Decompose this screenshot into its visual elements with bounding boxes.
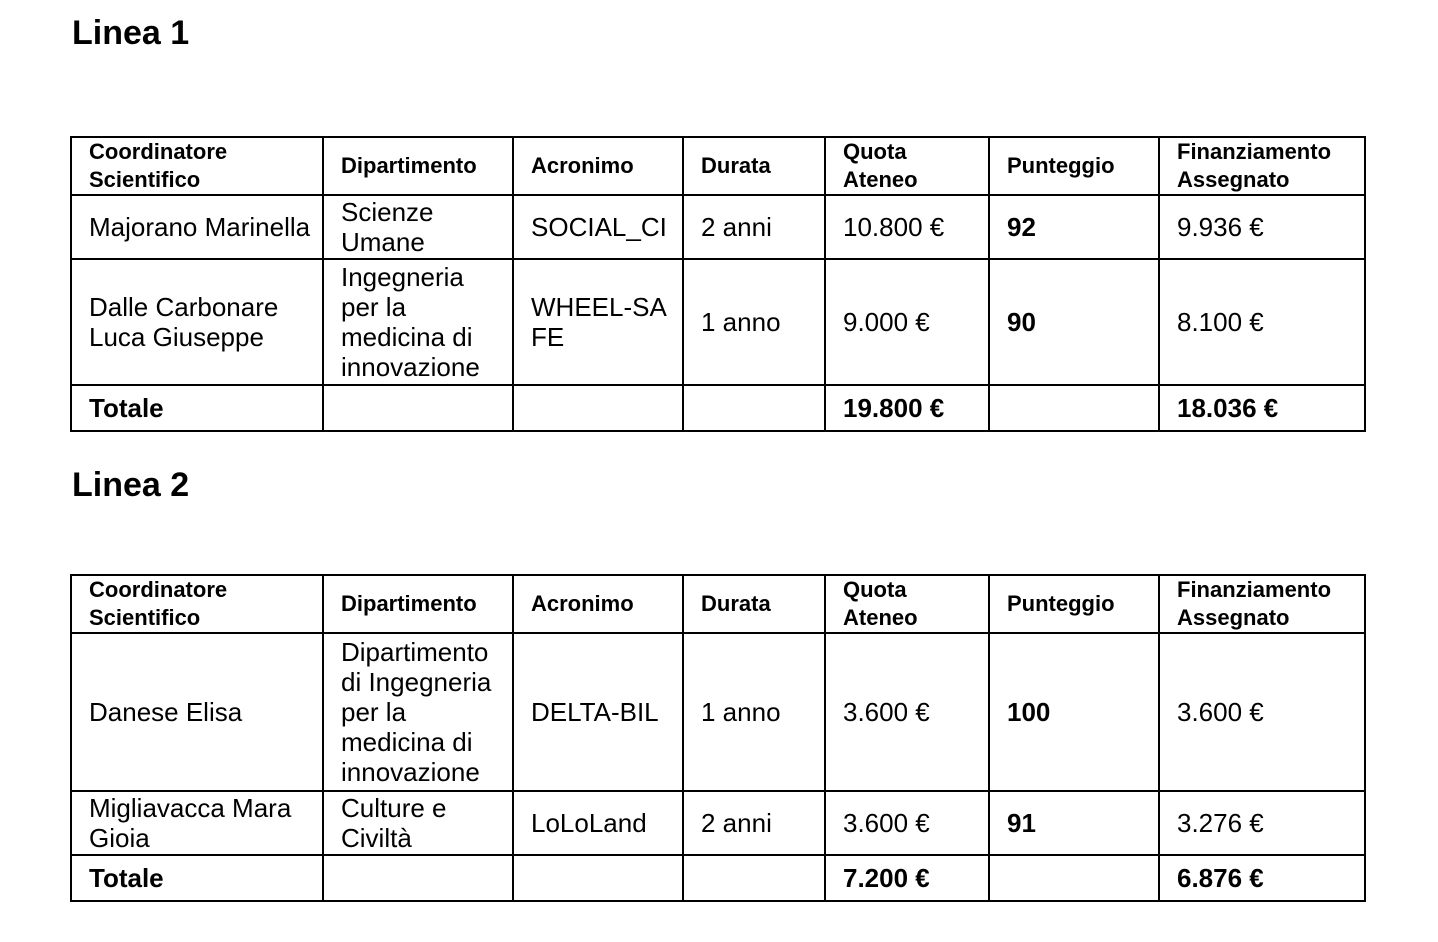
cell-dipartimento: Dipartimento di Ingegneria per la medicina di innovazione bbox=[323, 633, 513, 791]
header-acronimo: Acronimo bbox=[513, 137, 683, 195]
cell-quota: 3.600 € bbox=[825, 633, 989, 791]
cell-durata: 1 anno bbox=[683, 259, 825, 385]
empty-cell bbox=[323, 385, 513, 431]
cell-acronimo: WHEEL-SAFE bbox=[513, 259, 683, 385]
total-finanziamento: 6.876 € bbox=[1159, 855, 1365, 901]
section-title-linea-1: Linea 1 bbox=[72, 14, 190, 52]
cell-quota: 10.800 € bbox=[825, 195, 989, 259]
cell-finanziamento: 9.936 € bbox=[1159, 195, 1365, 259]
cell-coordinatore: Dalle Carbonare Luca Giuseppe bbox=[71, 259, 323, 385]
header-finanziamento: Finanziamento Assegnato bbox=[1159, 575, 1365, 633]
cell-acronimo: SOCIAL_CI bbox=[513, 195, 683, 259]
table-row bbox=[71, 791, 1365, 855]
header-quota: Quota Ateneo bbox=[825, 137, 989, 195]
empty-cell bbox=[683, 385, 825, 431]
table-total-row bbox=[71, 855, 1365, 901]
cell-finanziamento: 3.600 € bbox=[1159, 633, 1365, 791]
cell-coordinatore: Danese Elisa bbox=[71, 633, 323, 791]
total-label: Totale bbox=[71, 855, 323, 901]
cell-quota: 3.600 € bbox=[825, 791, 989, 855]
empty-cell bbox=[683, 855, 825, 901]
table-header-row bbox=[71, 575, 1365, 633]
cell-finanziamento: 8.100 € bbox=[1159, 259, 1365, 385]
table-row bbox=[71, 195, 1365, 259]
cell-durata: 2 anni bbox=[683, 791, 825, 855]
cell-dipartimento: Culture e Civiltà bbox=[323, 791, 513, 855]
header-finanziamento: Finanziamento Assegnato bbox=[1159, 137, 1365, 195]
total-quota: 7.200 € bbox=[825, 855, 989, 901]
cell-durata: 2 anni bbox=[683, 195, 825, 259]
empty-cell bbox=[323, 855, 513, 901]
cell-finanziamento: 3.276 € bbox=[1159, 791, 1365, 855]
table-row bbox=[71, 633, 1365, 791]
total-label: Totale bbox=[71, 385, 323, 431]
funding-table-linea-1 bbox=[70, 136, 1366, 432]
header-quota: Quota Ateneo bbox=[825, 575, 989, 633]
cell-acronimo: DELTA-BIL bbox=[513, 633, 683, 791]
header-durata: Durata bbox=[683, 137, 825, 195]
table-row bbox=[71, 259, 1365, 385]
cell-punteggio: 100 bbox=[989, 633, 1159, 791]
funding-table-linea-2 bbox=[70, 574, 1366, 902]
cell-durata: 1 anno bbox=[683, 633, 825, 791]
table-total-row bbox=[71, 385, 1365, 431]
cell-coordinatore: Majorano Marinella bbox=[71, 195, 323, 259]
cell-coordinatore: Migliavacca Mara Gioia bbox=[71, 791, 323, 855]
cell-dipartimento: Ingegneria per la medicina di innovazione bbox=[323, 259, 513, 385]
empty-cell bbox=[513, 385, 683, 431]
header-coordinatore: Coordinatore Scientifico bbox=[71, 137, 323, 195]
section-title-linea-2: Linea 2 bbox=[72, 466, 190, 504]
header-durata: Durata bbox=[683, 575, 825, 633]
header-dipartimento: Dipartimento bbox=[323, 575, 513, 633]
table-header-row bbox=[71, 137, 1365, 195]
header-coordinatore: Coordinatore Scientifico bbox=[71, 575, 323, 633]
header-dipartimento: Dipartimento bbox=[323, 137, 513, 195]
cell-dipartimento: Scienze Umane bbox=[323, 195, 513, 259]
empty-cell bbox=[989, 855, 1159, 901]
header-punteggio: Punteggio bbox=[989, 137, 1159, 195]
header-punteggio: Punteggio bbox=[989, 575, 1159, 633]
total-finanziamento: 18.036 € bbox=[1159, 385, 1365, 431]
empty-cell bbox=[989, 385, 1159, 431]
cell-punteggio: 90 bbox=[989, 259, 1159, 385]
cell-acronimo: LoLoLand bbox=[513, 791, 683, 855]
cell-punteggio: 92 bbox=[989, 195, 1159, 259]
cell-quota: 9.000 € bbox=[825, 259, 989, 385]
header-acronimo: Acronimo bbox=[513, 575, 683, 633]
empty-cell bbox=[513, 855, 683, 901]
cell-punteggio: 91 bbox=[989, 791, 1159, 855]
total-quota: 19.800 € bbox=[825, 385, 989, 431]
